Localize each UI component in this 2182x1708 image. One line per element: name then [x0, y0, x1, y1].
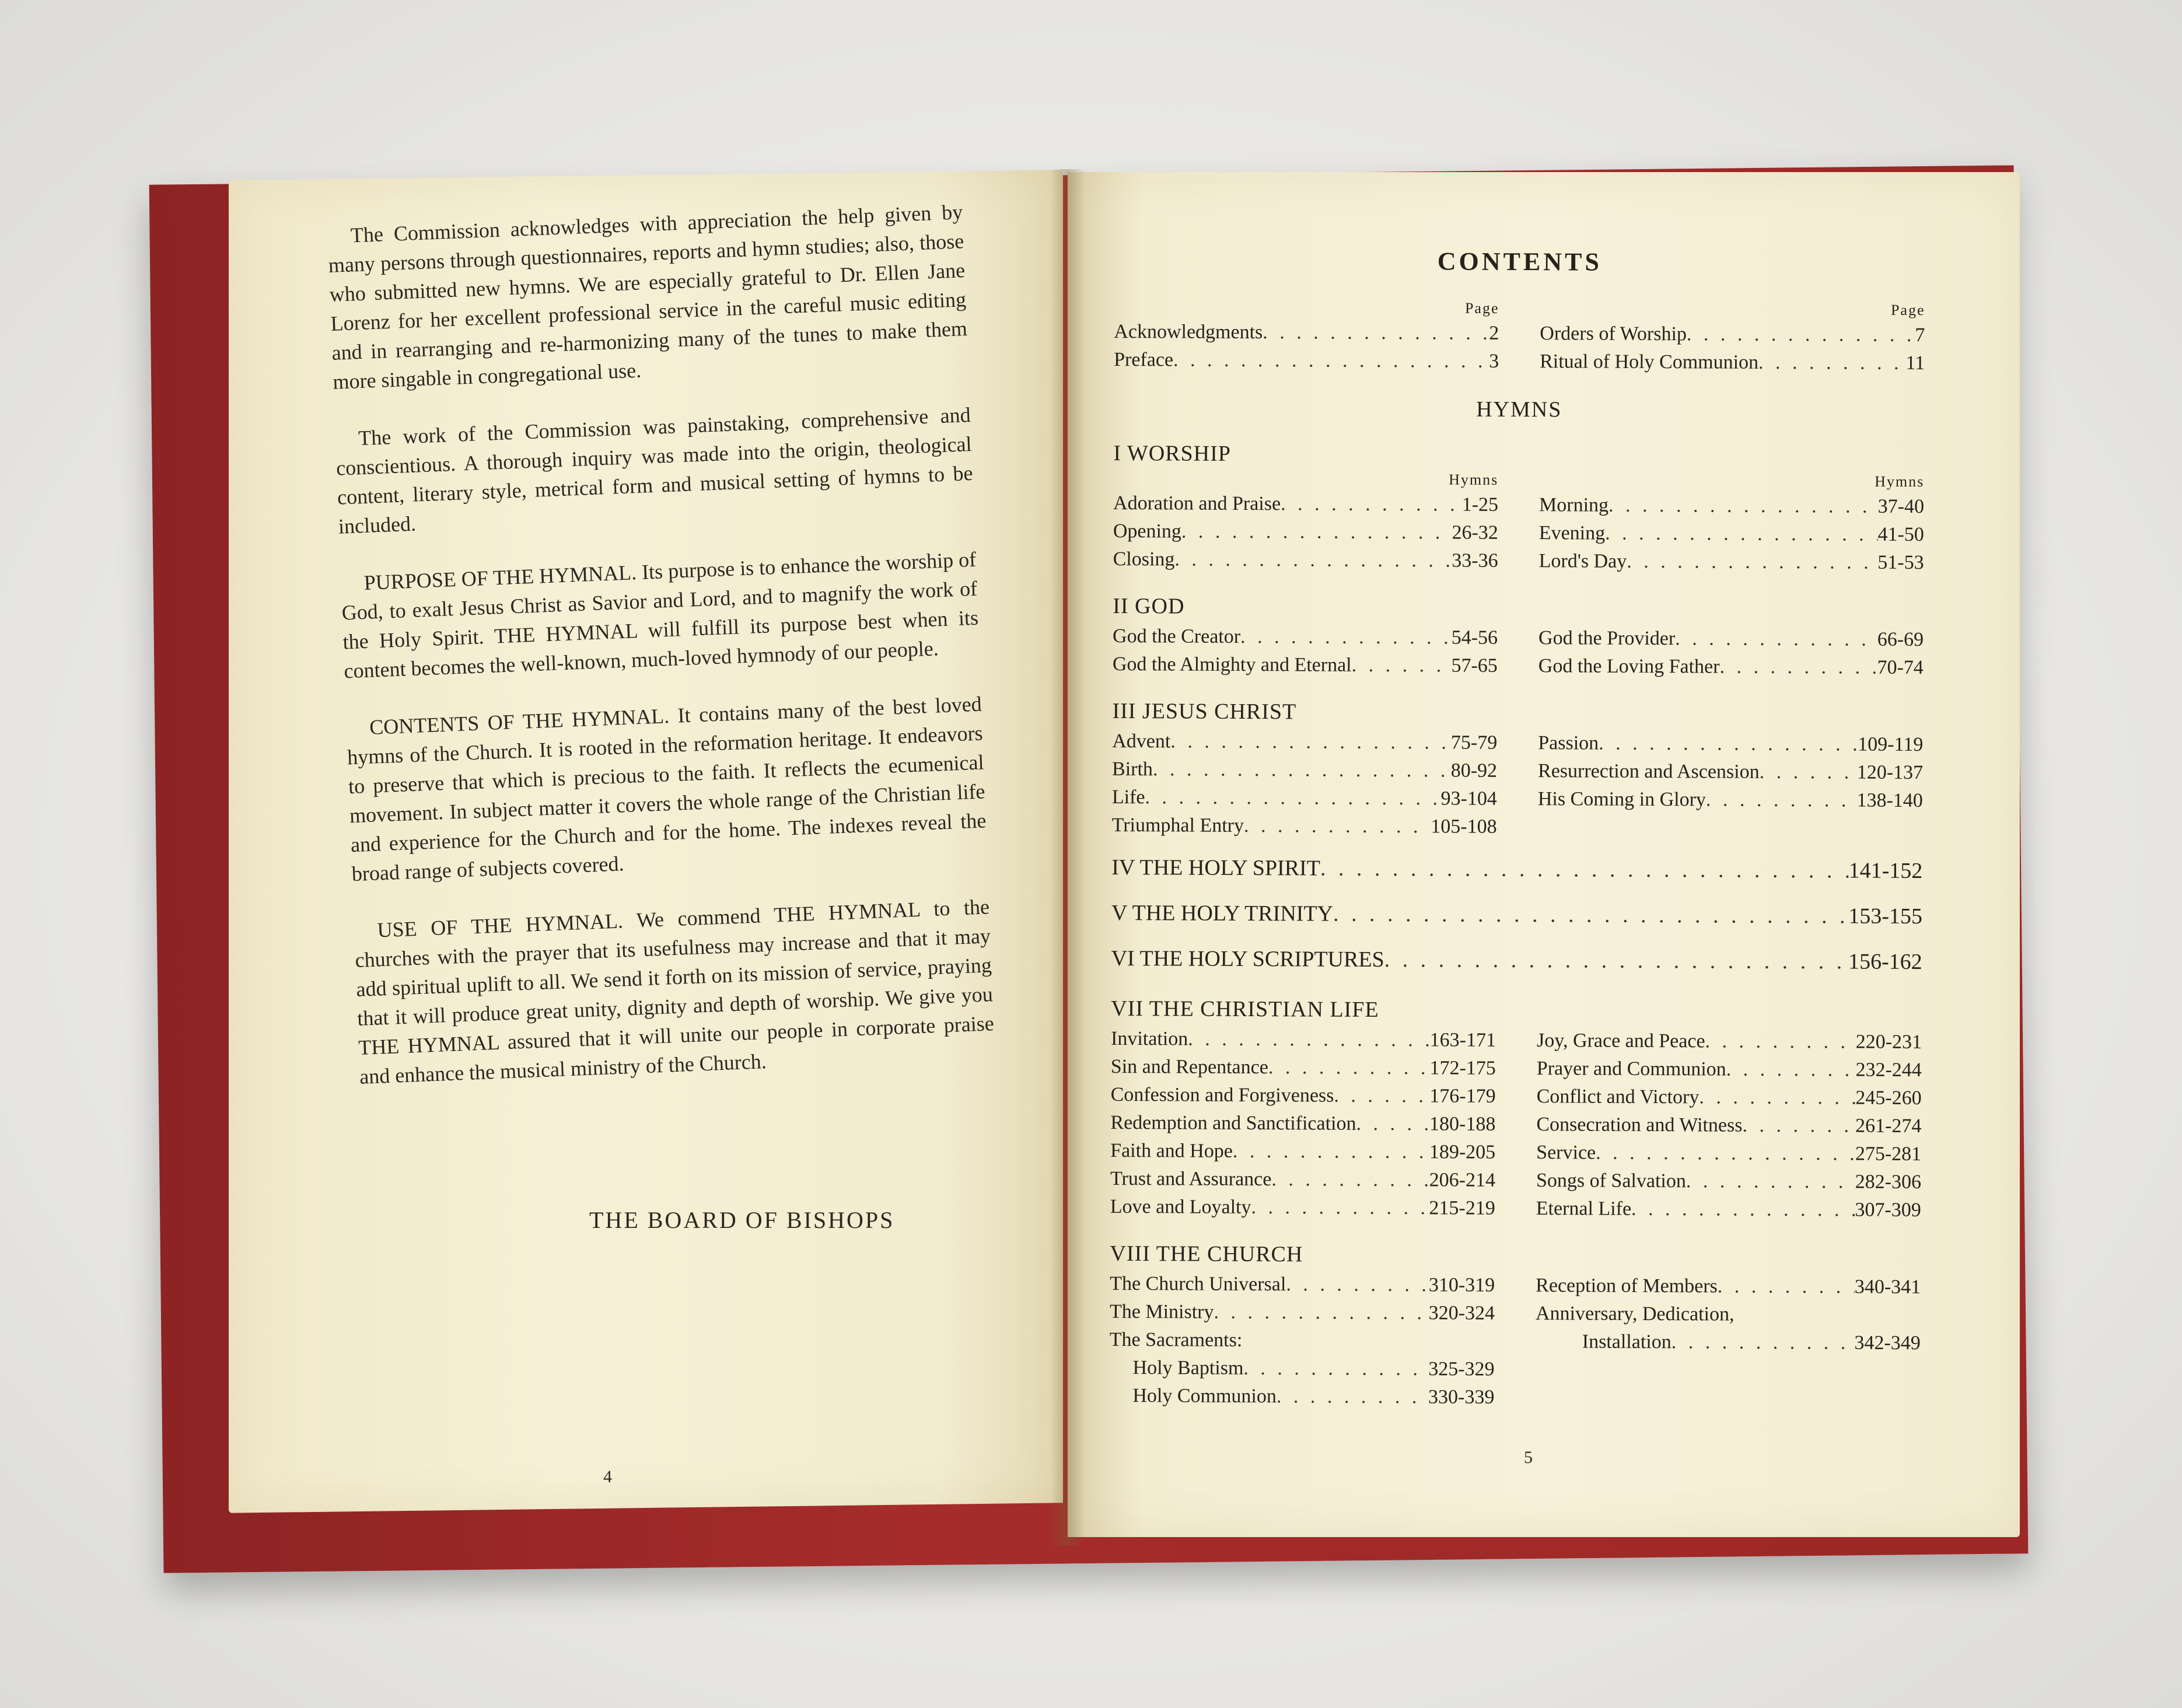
list-item: Morning . . . 37-40	[1539, 491, 1924, 521]
list-item: Orders of Worship . . . 7	[1540, 320, 1925, 349]
list-item: Prayer and Communion . . . 232-244	[1537, 1055, 1922, 1084]
paragraph-acknowledgment: The Commission acknowledges with appreciation the help given by many persons through questionnaires, reports and hymn studies; also, those who submitted new hymns. We are especially grateful to Dr. Ellen Jane Lorenz for her excellent professional service in the careful music editing and in rearranging and re-harmonizing many of the tunes to make them more singable in congregational use.	[328, 200, 968, 394]
list-item: Triumphal Entry . . . 105-108	[1112, 811, 1497, 841]
anniversary-label: Anniversary, Dedication,	[1535, 1303, 1735, 1325]
list-item: Acknowledgments . . . 2	[1114, 318, 1499, 348]
list-item: Songs of Salvation . . . 282-306	[1536, 1167, 1921, 1196]
section-holy-trinity: V THE HOLY TRINITY . . . 153-155	[1111, 895, 1922, 934]
table-of-contents	[1109, 245, 1925, 1413]
page-column-header: Page	[1890, 301, 1925, 319]
list-item: Sin and Repentance . . . 172-175	[1111, 1053, 1496, 1083]
paragraph-commission-work: The work of the Commission was painstaking, comprehensive and conscientious. A thorough inquiry was made into the origin, theological content, literary style, metrical form and musical setting of hymns to be included.	[335, 402, 974, 538]
section-christian-life: VII THE CHRISTIAN LIFE	[1111, 996, 1379, 1022]
section-church-entries	[1109, 1270, 1921, 1413]
list-item: Holy Communion . . . 330-339	[1109, 1382, 1494, 1412]
paragraph-use: USE OF THE HYMNAL. We commend THE HYMNAL to the churches with the prayer that its usefulness may increase and that it may add spiritual uplift to all. We send it forth on its mission of service, praying that it will produce great unity, dignity and depth of worship. We give you THE HYMNAL assured that it will unite our people in corporate praise and enhance the musical ministry of the Church.	[354, 895, 995, 1088]
paragraph-purpose: PURPOSE OF THE HYMNAL. Its purpose is to enhance the worship of God, to exalt Jesus Christ as Savior and Lord, and to magnify the work of the Holy Spirit. THE HYMNAL will fulfill its purpose best when its content becomes the well-known, much-loved hymnody of our people.	[341, 547, 979, 683]
section-jesus-entries	[1112, 727, 1924, 843]
list-item: Trust and Assurance . . . 206-214	[1110, 1165, 1495, 1195]
list-item: God the Almighty and Eternal . . . 57-65	[1113, 650, 1498, 680]
hymns-column-header: Hymns	[1449, 471, 1499, 488]
list-item: Opening . . . 26-32	[1113, 517, 1498, 547]
book-gutter	[1050, 169, 1085, 1546]
right-page-number: 5	[1524, 1448, 1533, 1467]
list-item: His Coming in Glory . . . 138-140	[1538, 785, 1923, 815]
section-jesus-christ: III JESUS CHRIST	[1112, 698, 1297, 724]
list-item: Joy, Grace and Peace . . . 220-231	[1537, 1027, 1922, 1056]
list-item: Evening . . . 41-50	[1539, 519, 1924, 549]
list-item: Reception of Members . . . 340-341	[1536, 1272, 1921, 1301]
list-item: God the Creator . . . 54-56	[1113, 622, 1498, 652]
section-christian-life-entries	[1110, 1025, 1922, 1224]
section-god: II GOD	[1113, 593, 1185, 619]
list-item: Preface . . . 3	[1114, 346, 1499, 376]
list-item: Redemption and Sanctification . . . 180-188	[1110, 1109, 1495, 1139]
paragraph-contents: CONTENTS OF THE HYMNAL. It contains many of the best loved hymns of the Church. It is rooted in the reformation heritage. It endeavors to preserve that which is precious to the faith. It reflects the ecumenical movement. In subject matter it covers the whole range of the Christian life and experience for the Church and for the home. The indexes reveal the broad range of subjects covered.	[347, 692, 987, 886]
list-item: Lord's Day . . . 51-53	[1539, 547, 1924, 577]
list-item: Passion . . . 109-119	[1538, 729, 1923, 759]
list-item: Advent . . . 75-79	[1112, 727, 1497, 757]
section-holy-scriptures: VI THE HOLY SCRIPTURES . . . 156-162	[1111, 941, 1922, 979]
section-church: VIII THE CHURCH	[1110, 1241, 1303, 1267]
list-item: Life . . . 93-104	[1112, 783, 1497, 813]
list-item: Eternal Life . . . 307-309	[1536, 1195, 1921, 1224]
contents-title: CONTENTS	[1437, 247, 1603, 276]
section-worship-entries	[1113, 470, 1925, 577]
list-item: God the Provider . . . 66-69	[1538, 624, 1924, 654]
list-item: Love and Loyalty . . . 215-219	[1110, 1193, 1495, 1223]
list-item: God the Loving Father . . . 70-74	[1538, 652, 1924, 682]
left-page-number: 4	[603, 1467, 612, 1486]
list-item: The Ministry . . . 320-324	[1110, 1298, 1495, 1328]
signature-board-of-bishops: THE BOARD OF BISHOPS	[589, 1207, 895, 1233]
list-item: The Church Universal . . . 310-319	[1110, 1270, 1495, 1300]
list-item: Closing . . . 33-36	[1113, 545, 1498, 575]
list-item: Ritual of Holy Communion . . . 11	[1540, 348, 1925, 377]
section-holy-spirit: IV THE HOLY SPIRIT . . . 141-152	[1111, 850, 1922, 888]
list-item: Consecration and Witness . . . 261-274	[1536, 1111, 1921, 1140]
front-matter	[1114, 298, 1925, 377]
list-item: Conflict and Victory . . . 245-260	[1537, 1083, 1922, 1112]
list-item: Installation . . . 342-349	[1536, 1328, 1921, 1357]
list-item: Service . . . 275-281	[1536, 1139, 1921, 1168]
list-item: Faith and Hope . . . 189-205	[1110, 1137, 1495, 1167]
sacraments-label: The Sacraments:	[1109, 1328, 1243, 1351]
section-worship: I WORSHIP	[1113, 440, 1232, 466]
page-column-header: Page	[1464, 299, 1499, 317]
list-item: Resurrection and Ascension . . . 120-137	[1538, 757, 1923, 787]
list-item: Holy Baptism . . . 325-329	[1109, 1354, 1494, 1384]
list-item: Confession and Forgiveness . . . 176-179	[1111, 1081, 1496, 1111]
hymns-column-header: Hymns	[1875, 473, 1925, 491]
hymns-heading: HYMNS	[1476, 397, 1562, 422]
section-god-entries	[1113, 622, 1924, 682]
list-item: Invitation . . . 163-171	[1111, 1025, 1496, 1055]
list-item: Adoration and Praise . . . 1-25	[1113, 489, 1498, 519]
left-page-text	[327, 197, 996, 1119]
list-item: Birth . . . 80-92	[1112, 755, 1497, 785]
